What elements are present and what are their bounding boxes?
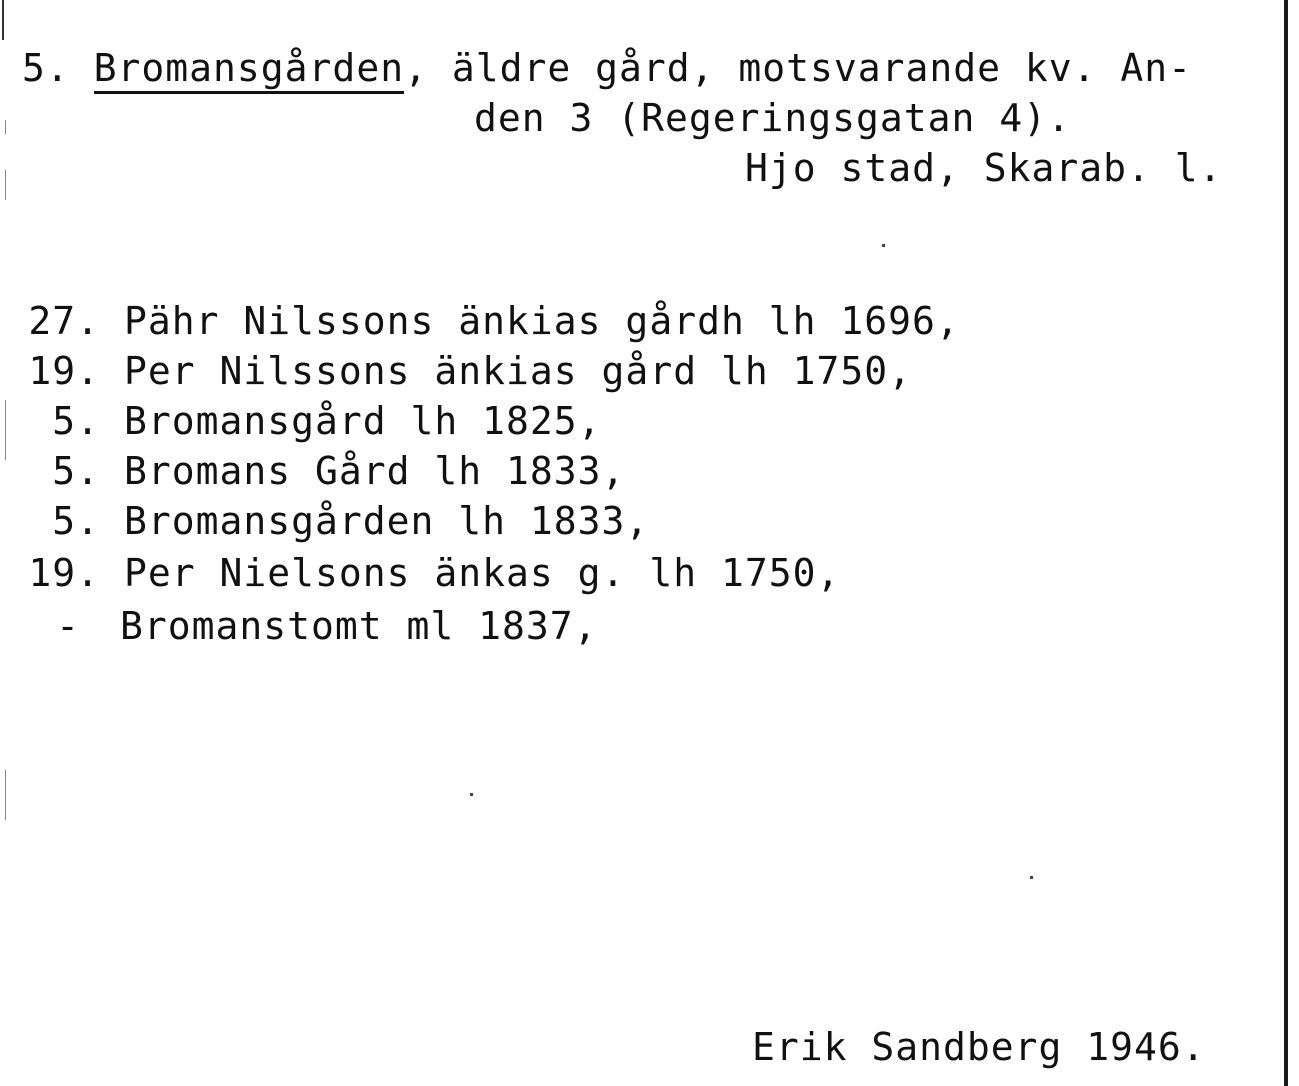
scan-speck bbox=[1030, 876, 1033, 879]
header-line-2: den 3 (Regeringsgatan 4). bbox=[474, 96, 1071, 140]
entry-text: Pähr Nilssons änkias gårdh lh 1696, bbox=[124, 299, 960, 343]
list-item bbox=[0, 398, 602, 444]
entry-text: Per Nilssons änkias gård lh 1750, bbox=[124, 349, 912, 393]
entry-number: 5. bbox=[52, 499, 100, 543]
entry-text: Per Nielsons änkas g. lh 1750, bbox=[124, 551, 841, 595]
list-item bbox=[0, 298, 960, 344]
signature: Erik Sandberg 1946. bbox=[752, 1025, 1206, 1069]
scan-speck bbox=[470, 793, 473, 796]
card-left-edge bbox=[2, 0, 4, 40]
header-line-1-rest: , äldre gård, motsvarande kv. An- bbox=[404, 46, 1193, 90]
entry-text: Bromanstomt ml 1837, bbox=[120, 604, 598, 648]
list-item bbox=[0, 448, 625, 494]
entry-number: 5. bbox=[52, 399, 100, 443]
list-item bbox=[0, 498, 649, 544]
entry-number: 19. bbox=[28, 551, 100, 595]
entry-number: 5. bbox=[52, 449, 100, 493]
entry-text: Bromansgården lh 1833, bbox=[124, 499, 650, 543]
entry-text: Bromansgård lh 1825, bbox=[124, 399, 602, 443]
scan-mark bbox=[5, 120, 6, 134]
entry-number: 27. bbox=[28, 299, 100, 343]
entry-number: 19. bbox=[28, 349, 100, 393]
scan-mark bbox=[5, 770, 6, 820]
list-item bbox=[0, 603, 598, 649]
list-item bbox=[0, 550, 840, 596]
header-number: 5. bbox=[22, 46, 70, 90]
scan-speck bbox=[882, 244, 885, 247]
list-item bbox=[0, 348, 912, 394]
entry-number: - bbox=[56, 604, 80, 648]
header-line-1 bbox=[22, 45, 1192, 91]
scan-mark bbox=[5, 170, 6, 200]
card-right-edge bbox=[1284, 0, 1288, 1086]
entry-text: Bromans Gård lh 1833, bbox=[124, 449, 626, 493]
header-title: Bromansgården bbox=[94, 46, 404, 94]
header-location: Hjo stad, Skarab. l. bbox=[745, 146, 1223, 190]
